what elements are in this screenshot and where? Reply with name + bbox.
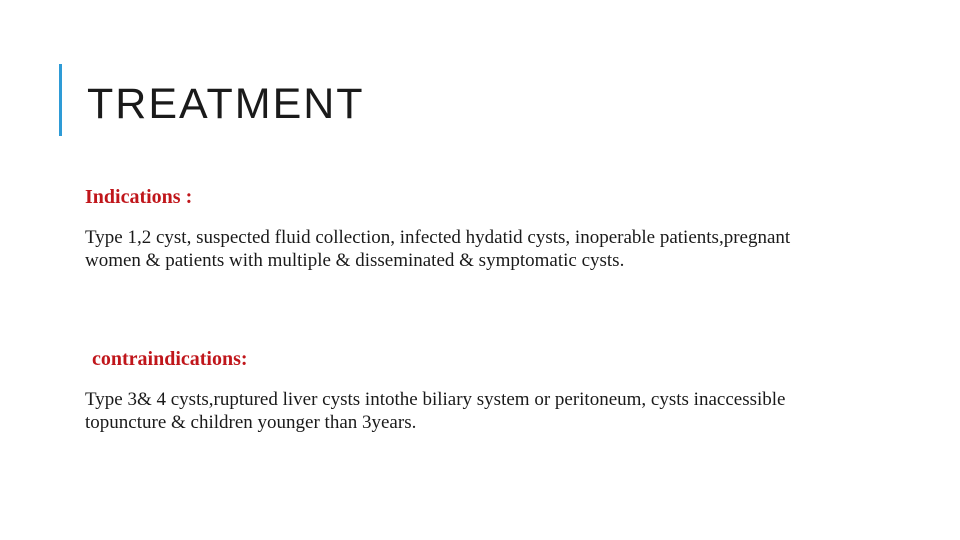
title-accent-bar [59, 64, 62, 136]
contraindications-text: Type 3& 4 cysts,ruptured liver cysts intothe biliary system or peritoneum, cysts inaccessible topuncture & children younger than 3years. [85, 389, 786, 433]
contraindications-heading: contraindications: [92, 348, 248, 370]
indications-heading: Indications : [85, 186, 193, 208]
slide-title: TREATMENT [87, 80, 365, 128]
indications-text: Type 1,2 cyst, suspected fluid collection, infected hydatid cysts, inoperable patients,pregnant women & patients with multiple & disseminated & symptomatic cysts. [85, 227, 791, 271]
